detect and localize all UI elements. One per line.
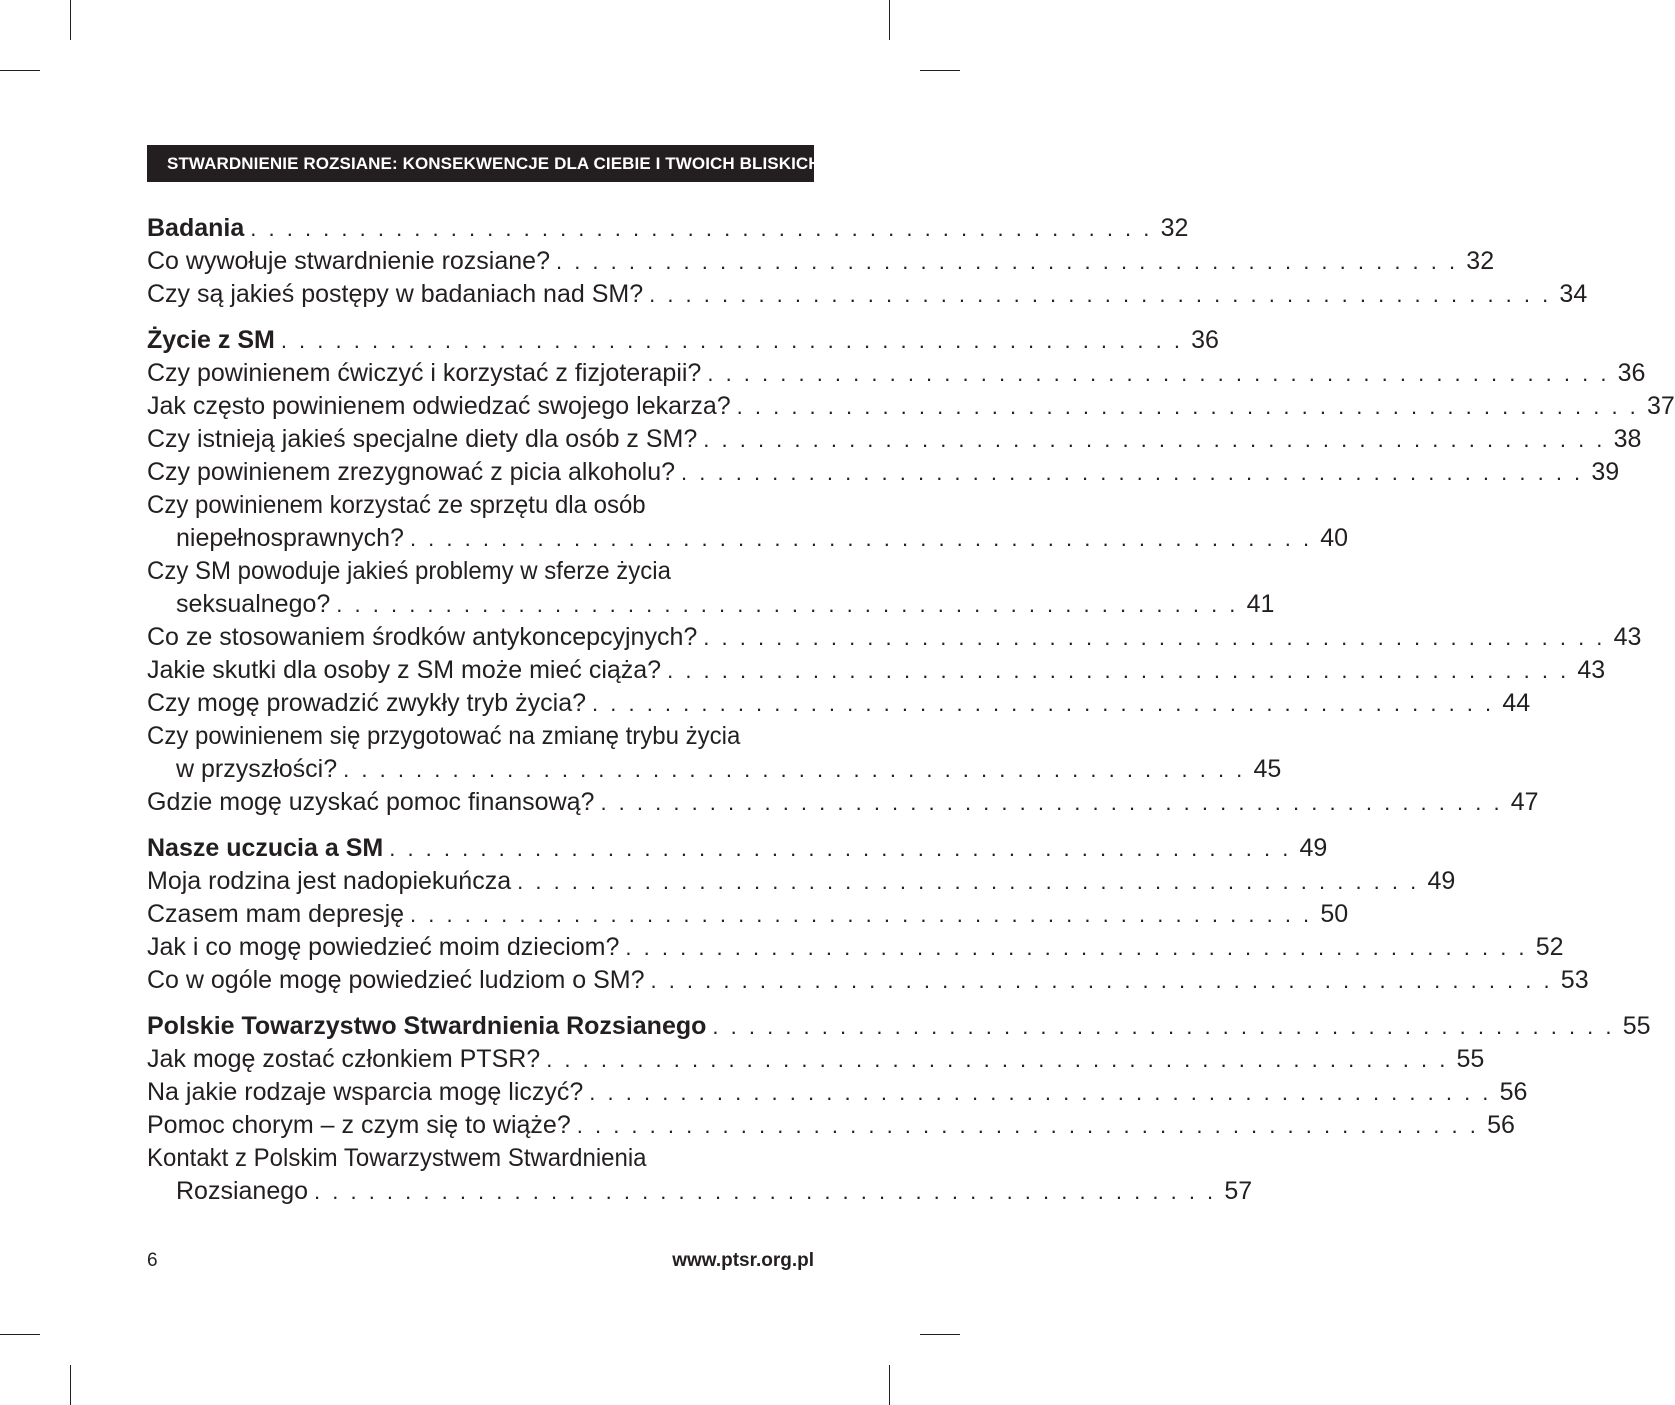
toc-entry xyxy=(147,456,1620,489)
toc-entry xyxy=(147,1076,1528,1109)
toc-entry xyxy=(147,786,1539,819)
toc-leader-dots: . . . . . . . . . . . . . . . . . . . . . . . . . . . . . . . . . . . . . . . . . . . . . . . . . . xyxy=(736,394,1639,419)
table-of-contents xyxy=(147,212,1675,1208)
toc-page-number: 43 xyxy=(1577,656,1606,684)
toc-page-number: 44 xyxy=(1502,689,1531,717)
toc-entry-label: Co w ogóle mogę powiedzieć ludziom o SM? xyxy=(147,966,645,994)
toc-entry xyxy=(147,687,1531,720)
toc-leader-dots: . . . . . . . . . . . . . . . . . . . . . . . . . . . . . . . . . . . . . . . . . . . . . . . . . . xyxy=(650,968,1553,993)
toc-leader-dots: . . . . . . . . . . . . . . . . . . . . . . . . . . . . . . . . . . . . . . . . . . . . . . . . . . xyxy=(250,216,1153,241)
crop-mark xyxy=(0,70,40,71)
toc-entry-first-line: Kontakt z Polskim Towarzystwem Stwardnienia xyxy=(147,1144,647,1172)
toc-page-number: 32 xyxy=(1160,214,1189,242)
toc-leader-dots: . . . . . . . . . . . . . . . . . . . . . . . . . . . . . . . . . . . . . . . . . . . . . . . . . . xyxy=(343,757,1246,782)
running-header-title: STWARDNIENIE ROZSIANE: KONSEKWENCJE DLA CIEBIE I TWOICH BLISKICH xyxy=(167,153,821,173)
toc-entry xyxy=(147,621,1642,654)
toc-leader-dots: . . . . . . . . . . . . . . . . . . . . . . . . . . . . . . . . . . . . . . . . . . . . . . . . . . xyxy=(409,526,1313,551)
toc-entry-first-line: Czy powinienem się przygotować na zmianę trybu życia xyxy=(147,722,741,750)
toc-entry xyxy=(147,588,1275,621)
crop-mark xyxy=(920,1334,960,1335)
running-header xyxy=(147,145,821,182)
toc-leader-dots: . . . . . . . . . . . . . . . . . . . . . . . . . . . . . . . . . . . . . . . . . . . . . . . . . . xyxy=(576,1113,1479,1138)
toc-entry-first-line: Czy powinienem korzystać ze sprzętu dla osób xyxy=(147,491,646,519)
toc-leader-dots: . . . . . . . . . . . . . . . . . . . . . . . . . . . . . . . . . . . . . . . . . . . . . . . . . . xyxy=(649,282,1552,307)
toc-entry xyxy=(147,1109,1515,1142)
toc-entry-label: Na jakie rodzaje wsparcia mogę liczyć? xyxy=(147,1078,584,1106)
crop-mark xyxy=(70,0,71,40)
toc-page-number: 55 xyxy=(1456,1045,1485,1073)
toc-entry-label: Rozsianego xyxy=(176,1177,309,1205)
toc-entry xyxy=(147,898,1349,931)
toc-entry-label: Nasze uczucia a SM xyxy=(147,834,384,862)
toc-leader-dots: . . . . . . . . . . . . . . . . . . . . . . . . . . . . . . . . . . . . . . . . . . . . . . . . . . xyxy=(592,691,1495,716)
toc-entry xyxy=(147,423,1642,456)
toc-leader-dots: . . . . . . . . . . . . . . . . . . . . . . . . . . . . . . . . . . . . . . . . . . . . . . . . . . xyxy=(555,249,1459,274)
toc-page-number: 53 xyxy=(1560,966,1589,994)
toc-entry xyxy=(147,245,1495,278)
toc-section-heading xyxy=(147,212,1189,245)
page-number: 6 xyxy=(147,1250,158,1271)
toc-entry-label: Czy powinienem zrezygnować z picia alkoholu? xyxy=(147,458,676,486)
toc-page-number: 56 xyxy=(1487,1111,1515,1139)
crop-mark xyxy=(920,70,960,71)
toc-page-number: 49 xyxy=(1299,834,1328,862)
toc-entry-label: Czy są jakieś postępy w badaniach nad SM? xyxy=(147,280,644,308)
toc-page-number: 34 xyxy=(1559,280,1588,308)
toc-leader-dots: . . . . . . . . . . . . . . . . . . . . . . . . . . . . . . . . . . . . . . . . . . . . . . . . . . xyxy=(600,790,1503,815)
toc-leader-dots: . . . . . . . . . . . . . . . . . . . . . . . . . . . . . . . . . . . . . . . . . . . . . . . . . . xyxy=(712,1014,1615,1039)
toc-entry-label: Co wywołuje stwardnienie rozsiane? xyxy=(147,247,550,275)
toc-page-number: 56 xyxy=(1499,1078,1528,1106)
toc-page-number: 47 xyxy=(1510,788,1539,816)
toc-page-number: 38 xyxy=(1613,425,1642,453)
toc-entry xyxy=(147,964,1589,997)
crop-mark xyxy=(889,1365,890,1405)
toc-entry xyxy=(147,390,1675,423)
toc-entry-first-line: Czy SM powoduje jakieś problemy w sferze życia xyxy=(147,557,671,585)
toc-leader-dots: . . . . . . . . . . . . . . . . . . . . . . . . . . . . . . . . . . . . . . . . . . . . . . . . . . xyxy=(389,836,1292,861)
toc-entry-label: Badania xyxy=(147,214,245,242)
toc-page-number: 36 xyxy=(1617,359,1646,387)
toc-entry-label: Jak mogę zostać członkiem PTSR? xyxy=(147,1045,541,1073)
toc-entry-label: Co ze stosowaniem środków antykoncepcyjnych? xyxy=(147,623,698,651)
toc-leader-dots: . . . . . . . . . . . . . . . . . . . . . . . . . . . . . . . . . . . . . . . . . . . . . . . . . . xyxy=(667,658,1570,683)
footer-url: www.ptsr.org.pl xyxy=(672,1250,814,1271)
toc-leader-dots: . . . . . . . . . . . . . . . . . . . . . . . . . . . . . . . . . . . . . . . . . . . . . . . . . . xyxy=(336,592,1239,617)
toc-leader-dots: . . . . . . . . . . . . . . . . . . . . . . . . . . . . . . . . . . . . . . . . . . . . . . . . . . xyxy=(314,1179,1217,1204)
toc-leader-dots: . . . . . . . . . . . . . . . . . . . . . . . . . . . . . . . . . . . . . . . . . . . . . . . . . . xyxy=(703,625,1606,650)
toc-page-number: 40 xyxy=(1320,524,1349,552)
toc-page-number: 36 xyxy=(1191,326,1219,354)
toc-entry-label: Gdzie mogę uzyskać pomoc finansową? xyxy=(147,788,595,816)
toc-section-heading xyxy=(147,832,1328,865)
toc-page-number: 37 xyxy=(1646,392,1675,420)
crop-mark xyxy=(889,0,890,40)
toc-leader-dots: . . . . . . . . . . . . . . . . . . . . . . . . . . . . . . . . . . . . . . . . . . . . . . . . . . xyxy=(681,460,1584,485)
toc-entry-label: Czy powinienem ćwiczyć i korzystać z fizjoterapii? xyxy=(147,359,702,387)
toc-leader-dots: . . . . . . . . . . . . . . . . . . . . . . . . . . . . . . . . . . . . . . . . . . . . . . . . . . xyxy=(703,427,1606,452)
toc-leader-dots: . . . . . . . . . . . . . . . . . . . . . . . . . . . . . . . . . . . . . . . . . . . . . . . . . . xyxy=(410,902,1313,927)
toc-entry-label: Jak często powinienem odwiedzać swojego lekarza? xyxy=(147,392,731,420)
toc-leader-dots: . . . . . . . . . . . . . . . . . . . . . . . . . . . . . . . . . . . . . . . . . . . . . . . . . . xyxy=(546,1047,1449,1072)
toc-entry-label: Jakie skutki dla osoby z SM może mieć ciąża? xyxy=(147,656,662,684)
toc-entry xyxy=(147,1175,1253,1208)
toc-entry xyxy=(147,654,1606,687)
toc-leader-dots: . . . . . . . . . . . . . . . . . . . . . . . . . . . . . . . . . . . . . . . . . . . . . . . . . . xyxy=(517,869,1420,894)
toc-entry-label: niepełnosprawnych? xyxy=(176,524,404,552)
toc-entry xyxy=(147,1043,1485,1076)
toc-entry xyxy=(147,931,1564,964)
toc-section-heading xyxy=(147,1010,1651,1043)
toc-page-number: 39 xyxy=(1591,458,1620,486)
toc-entry-label: Czy mogę prowadzić zwykły tryb życia? xyxy=(147,689,587,717)
toc-page-number: 43 xyxy=(1613,623,1642,651)
crop-mark xyxy=(0,1334,40,1335)
toc-entry-label: seksualnego? xyxy=(176,590,331,618)
toc-page-number: 55 xyxy=(1622,1012,1651,1040)
toc-entry xyxy=(147,278,1588,311)
toc-entry-label: Życie z SM xyxy=(147,326,275,354)
toc-leader-dots: . . . . . . . . . . . . . . . . . . . . . . . . . . . . . . . . . . . . . . . . . . . . . . . . . . xyxy=(625,935,1528,960)
toc-page-number: 50 xyxy=(1320,900,1349,928)
toc-page-number: 45 xyxy=(1253,755,1282,783)
toc-section-heading xyxy=(147,324,1219,357)
toc-entry-label: Czy istnieją jakieś specjalne diety dla osób z SM? xyxy=(147,425,698,453)
toc-leader-dots: . . . . . . . . . . . . . . . . . . . . . . . . . . . . . . . . . . . . . . . . . . . . . . . . . . xyxy=(707,361,1610,386)
toc-entry-label: w przyszłości? xyxy=(176,755,338,783)
toc-entry-label: Pomoc chorym – z czym się to wiąże? xyxy=(147,1111,571,1139)
toc-entry xyxy=(147,753,1282,786)
toc-page-number: 52 xyxy=(1535,933,1564,961)
toc-page-number: 49 xyxy=(1427,867,1456,895)
toc-leader-dots: . . . . . . . . . . . . . . . . . . . . . . . . . . . . . . . . . . . . . . . . . . . . . . . . . . xyxy=(280,328,1183,353)
toc-leader-dots: . . . . . . . . . . . . . . . . . . . . . . . . . . . . . . . . . . . . . . . . . . . . . . . . . . xyxy=(589,1080,1492,1105)
crop-mark xyxy=(70,1365,71,1405)
toc-entry-label: Jak i co mogę powiedzieć moim dzieciom? xyxy=(147,933,620,961)
toc-page-number: 41 xyxy=(1246,590,1275,618)
toc-entry xyxy=(147,865,1456,898)
toc-entry xyxy=(147,357,1646,390)
toc-page-number: 32 xyxy=(1466,247,1495,275)
toc-entry-label: Polskie Towarzystwo Stwardnienia Rozsianego xyxy=(147,1012,707,1040)
toc-entry xyxy=(147,522,1349,555)
toc-entry-label: Czasem mam depresję xyxy=(147,900,405,928)
toc-page-number: 57 xyxy=(1224,1177,1253,1205)
toc-entry-label: Moja rodzina jest nadopiekuńcza xyxy=(147,867,512,895)
